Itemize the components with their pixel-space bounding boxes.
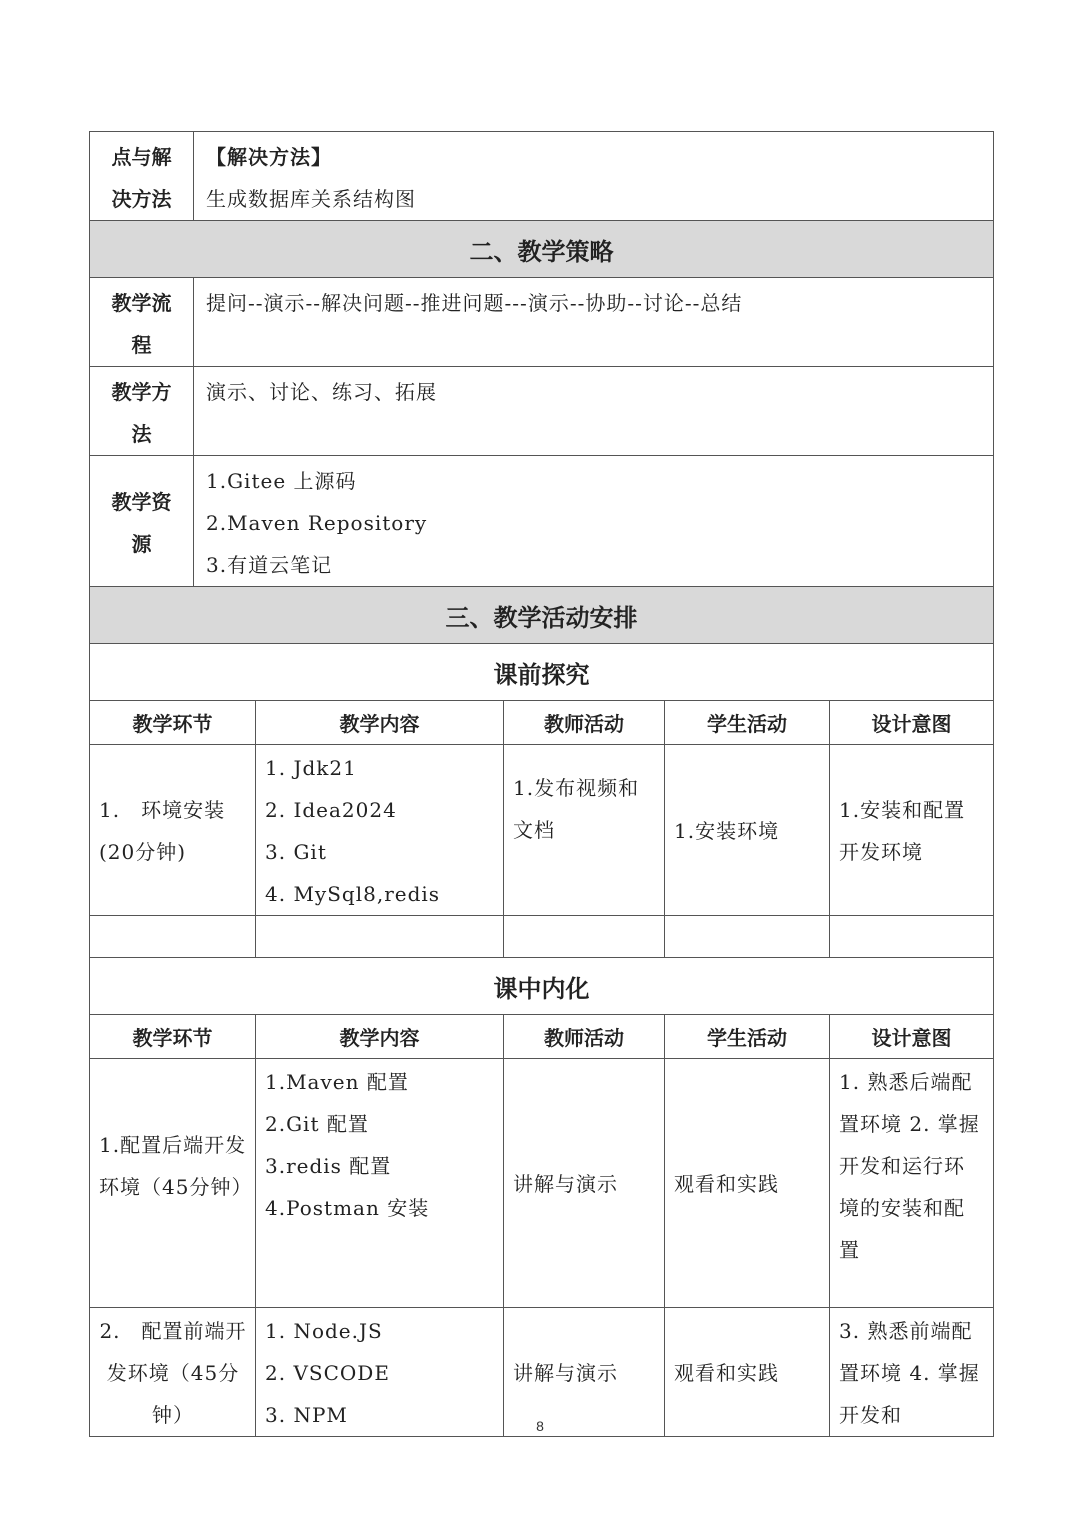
value-line: 演示、讨论、练习、拓展 bbox=[206, 380, 437, 404]
empty-cell bbox=[830, 916, 994, 958]
col-student: 学生活动 bbox=[665, 701, 830, 745]
label-line: 教学方 bbox=[111, 380, 172, 404]
page-number: 8 bbox=[536, 1418, 544, 1434]
strategy-label bbox=[90, 456, 194, 587]
label-line: 点与解 bbox=[111, 145, 172, 169]
col-content: 教学内容 bbox=[256, 701, 504, 745]
content-line: 1.Maven 配置 bbox=[265, 1070, 409, 1094]
content-line: 2.Git 配置 bbox=[265, 1112, 369, 1136]
teacher-cell: 讲解与演示 bbox=[504, 1059, 665, 1308]
section-header-activities bbox=[90, 587, 994, 644]
stage-cell: 1. 环境安装(20分钟) bbox=[90, 745, 256, 916]
stage-cell: 2. 配置前端开发环境（45分钟） bbox=[90, 1308, 256, 1437]
strategy-row-flow bbox=[90, 278, 994, 367]
label-line: 教学流 bbox=[111, 291, 172, 315]
section-header-strategy bbox=[90, 221, 994, 278]
student-cell: 1.安装环境 bbox=[665, 745, 830, 916]
table-row bbox=[90, 745, 994, 916]
lesson-plan-table bbox=[89, 131, 994, 1437]
empty-cell bbox=[90, 916, 256, 958]
subsection-pre-class bbox=[90, 644, 994, 701]
strategy-value bbox=[194, 278, 994, 367]
solution-label bbox=[90, 132, 194, 221]
label-line: 决方法 bbox=[111, 187, 172, 211]
content-cell bbox=[256, 1059, 504, 1308]
content-cell bbox=[256, 745, 504, 916]
subsection-in-class bbox=[90, 958, 994, 1015]
section-title: 二、教学策略 bbox=[90, 221, 994, 278]
content-line: 4. MySql8,redis bbox=[265, 882, 441, 906]
value-line: 提问--演示--解决问题--推进问题---演示--协助--讨论--总结 bbox=[206, 291, 743, 315]
label-line: 法 bbox=[131, 422, 152, 446]
col-teacher: 教师活动 bbox=[504, 701, 665, 745]
label-line: 教学资 bbox=[111, 490, 172, 514]
strategy-label bbox=[90, 367, 194, 456]
content-line: 3.redis 配置 bbox=[265, 1154, 392, 1178]
intent-cell: 1.安装和配置开发环境 bbox=[830, 745, 994, 916]
section-title: 三、教学活动安排 bbox=[90, 587, 994, 644]
strategy-label bbox=[90, 278, 194, 367]
intent-cell: 1. 熟悉后端配置环境 2. 掌握开发和运行环境的安装和配置 bbox=[830, 1059, 994, 1308]
label-line: 源 bbox=[131, 532, 152, 556]
table-row bbox=[90, 1059, 994, 1308]
value-line: 3.有道云笔记 bbox=[206, 553, 333, 577]
solution-value bbox=[194, 132, 994, 221]
strategy-value bbox=[194, 456, 994, 587]
strategy-row-resources bbox=[90, 456, 994, 587]
teacher-cell: 1.发布视频和文档 bbox=[504, 745, 665, 916]
col-stage: 教学环节 bbox=[90, 701, 256, 745]
content-line: 2. VSCODE bbox=[265, 1361, 390, 1385]
teacher-cell: 讲解与演示 bbox=[504, 1308, 665, 1437]
student-cell: 观看和实践 bbox=[665, 1308, 830, 1437]
stage-cell: 1.配置后端开发环境（45分钟） bbox=[90, 1059, 256, 1308]
column-header-row bbox=[90, 1015, 994, 1059]
solution-row bbox=[90, 132, 994, 221]
value-line: 【解决方法】 bbox=[206, 145, 332, 169]
col-stage: 教学环节 bbox=[90, 1015, 256, 1059]
content-line: 1. Node.JS bbox=[265, 1319, 383, 1343]
col-intent: 设计意图 bbox=[830, 701, 994, 745]
empty-cell bbox=[256, 916, 504, 958]
strategy-value bbox=[194, 367, 994, 456]
table-row-empty bbox=[90, 916, 994, 958]
col-content: 教学内容 bbox=[256, 1015, 504, 1059]
content-line: 4.Postman 安装 bbox=[265, 1196, 430, 1220]
content-line: 1. Jdk21 bbox=[265, 756, 357, 780]
subsection-title: 课中内化 bbox=[90, 958, 994, 1015]
subsection-title: 课前探究 bbox=[90, 644, 994, 701]
content-line: 3. Git bbox=[265, 840, 327, 864]
content-line: 3. NPM bbox=[265, 1403, 348, 1427]
col-teacher: 教师活动 bbox=[504, 1015, 665, 1059]
col-intent: 设计意图 bbox=[830, 1015, 994, 1059]
label-line: 程 bbox=[131, 333, 152, 357]
col-student: 学生活动 bbox=[665, 1015, 830, 1059]
value-line: 生成数据库关系结构图 bbox=[206, 187, 416, 211]
strategy-row-method bbox=[90, 367, 994, 456]
content-line: 2. Idea2024 bbox=[265, 798, 397, 822]
value-line: 1.Gitee 上源码 bbox=[206, 469, 357, 493]
empty-cell bbox=[504, 916, 665, 958]
student-cell: 观看和实践 bbox=[665, 1059, 830, 1308]
column-header-row bbox=[90, 701, 994, 745]
value-line: 2.Maven Repository bbox=[206, 511, 428, 535]
intent-cell: 3. 熟悉前端配置环境 4. 掌握开发和 bbox=[830, 1308, 994, 1437]
empty-cell bbox=[665, 916, 830, 958]
lesson-plan-document bbox=[89, 131, 993, 1437]
